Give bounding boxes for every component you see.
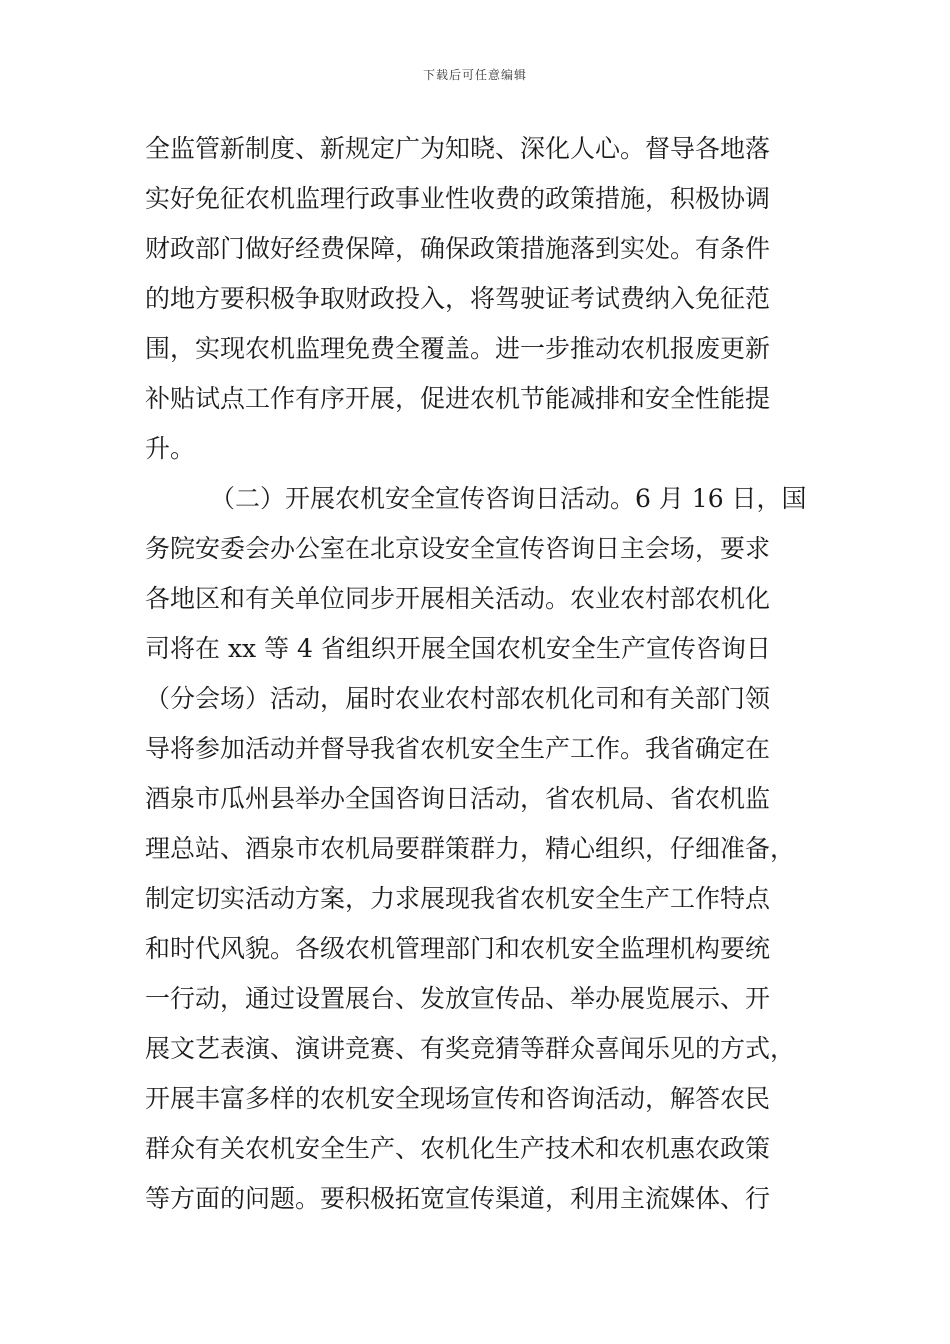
text-line: 各地区和有关单位同步开展相关活动。农业农村部农机化 — [145, 584, 771, 613]
text-line: （二）开展农机安全宣传咨询日活动。6 月 16 日，国 — [210, 484, 807, 513]
text-line: 和时代风貌。各级农机管理部门和农机安全监理机构要统 — [145, 934, 771, 963]
text-line: 开展丰富多样的农机安全现场宣传和咨询活动，解答农民 — [145, 1084, 771, 1113]
text-line: 理总站、酒泉市农机局要群策群力，精心组织，仔细准备， — [145, 834, 796, 863]
text-line: 实好免征农机监理行政事业性收费的政策措施，积极协调 — [145, 184, 771, 213]
text-line: （分会场）活动，届时农业农村部农机化司和有关部门领 — [145, 684, 771, 713]
text-line: 升。 — [145, 434, 196, 463]
text-line: 的地方要积极争取财政投入，将驾驶证考试费纳入免征范 — [145, 284, 771, 313]
text-line: 司将在 xx 等 4 省组织开展全国农机安全生产宣传咨询日 — [145, 634, 771, 663]
text-line: 制定切实活动方案，力求展现我省农机安全生产工作特点 — [145, 884, 771, 913]
text-line: 导将参加活动并督导我省农机安全生产工作。我省确定在 — [145, 734, 771, 763]
text-line: 补贴试点工作有序开展，促进农机节能减排和安全性能提 — [145, 384, 771, 413]
text-line: 等方面的问题。要积极拓宽宣传渠道，利用主流媒体、行 — [145, 1184, 771, 1213]
text-line: 群众有关农机安全生产、农机化生产技术和农机惠农政策 — [145, 1134, 771, 1163]
page-header: 下载后可任意编辑 — [422, 68, 527, 82]
text-line: 展文艺表演、演讲竞赛、有奖竞猜等群众喜闻乐见的方式， — [145, 1034, 796, 1063]
text-line: 务院安委会办公室在北京设安全宣传咨询日主会场，要求 — [145, 534, 771, 563]
text-line: 财政部门做好经费保障，确保政策措施落到实处。有条件 — [145, 234, 771, 263]
text-line: 酒泉市瓜州县举办全国咨询日活动，省农机局、省农机监 — [145, 784, 771, 813]
text-line: 围，实现农机监理免费全覆盖。进一步推动农机报废更新 — [145, 334, 771, 363]
text-line: 一行动，通过设置展台、发放宣传品、举办展览展示、开 — [145, 984, 771, 1013]
text-line: 全监管新制度、新规定广为知晓、深化人心。督导各地落 — [145, 134, 771, 163]
